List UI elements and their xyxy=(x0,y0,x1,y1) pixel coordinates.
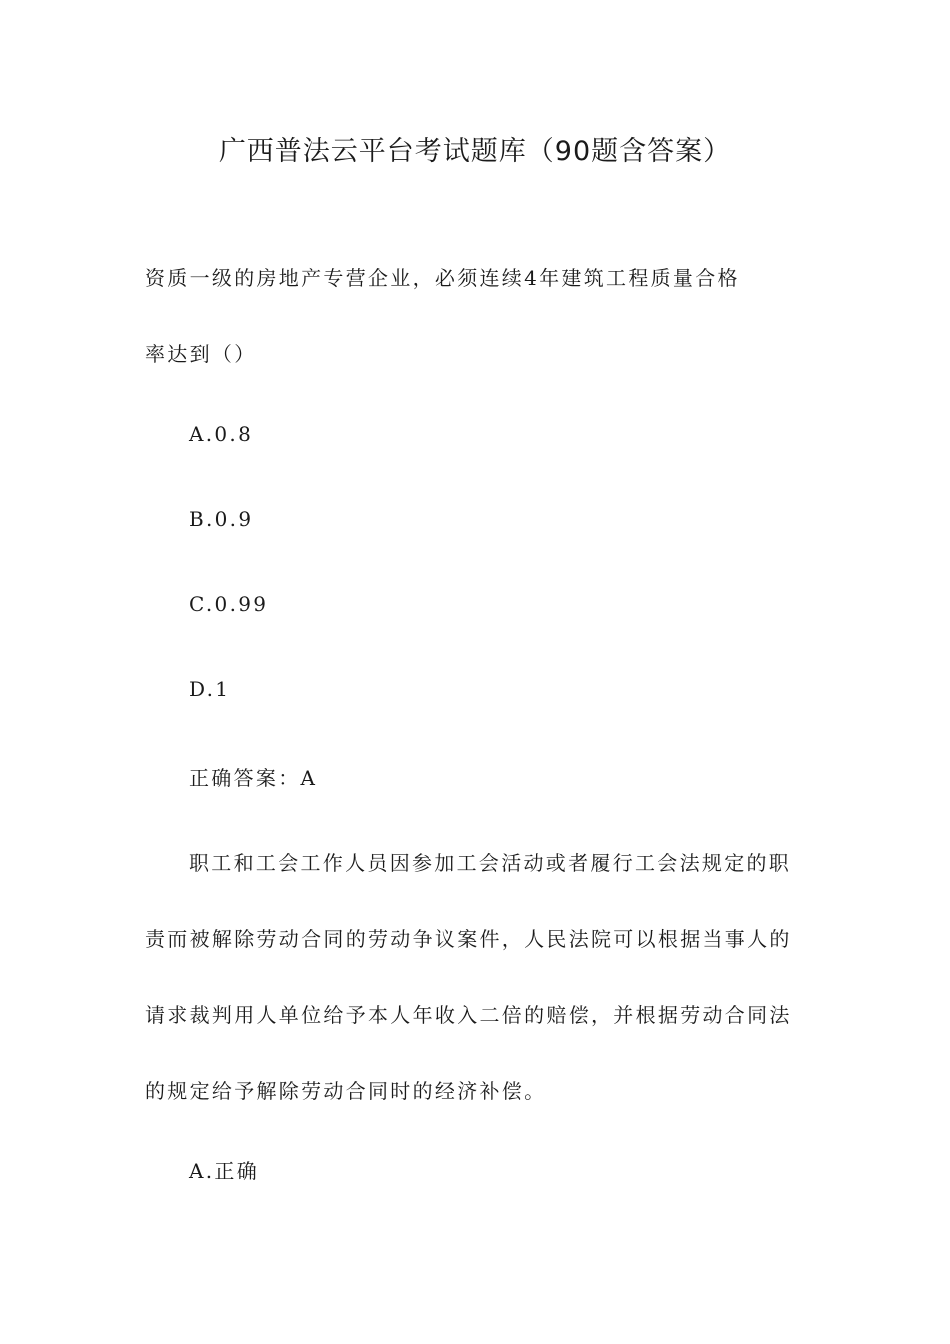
question-1-option-c: C.0.99 xyxy=(189,592,269,616)
question-1-option-d: D.1 xyxy=(189,677,231,701)
question-2-stem-line-3: 请求裁判用人单位给予本人年收入二倍的赔偿，并根据劳动合同法 xyxy=(145,1003,792,1027)
question-1-option-a: A.0.8 xyxy=(189,422,254,446)
question-2-stem-line-2: 责而被解除劳动合同的劳动争议案件，人民法院可以根据当事人的 xyxy=(145,927,792,951)
question-1-answer: 正确答案：A xyxy=(189,766,318,790)
question-1-option-b: B.0.9 xyxy=(189,507,254,531)
question-1-stem-line-2: 率达到（） xyxy=(145,342,257,366)
question-2-stem-line-1: 职工和工会工作人员因参加工会活动或者履行工会法规定的职 xyxy=(189,851,792,875)
question-2-stem-line-4: 的规定给予解除劳动合同时的经济补偿。 xyxy=(145,1079,547,1103)
question-1-stem-line-1: 资质一级的房地产专营企业，必须连续4年建筑工程质量合格 xyxy=(145,266,740,290)
question-2-option-a: A.正确 xyxy=(189,1159,260,1183)
document-title: 广西普法云平台考试题库（90题含答案） xyxy=(218,136,732,167)
